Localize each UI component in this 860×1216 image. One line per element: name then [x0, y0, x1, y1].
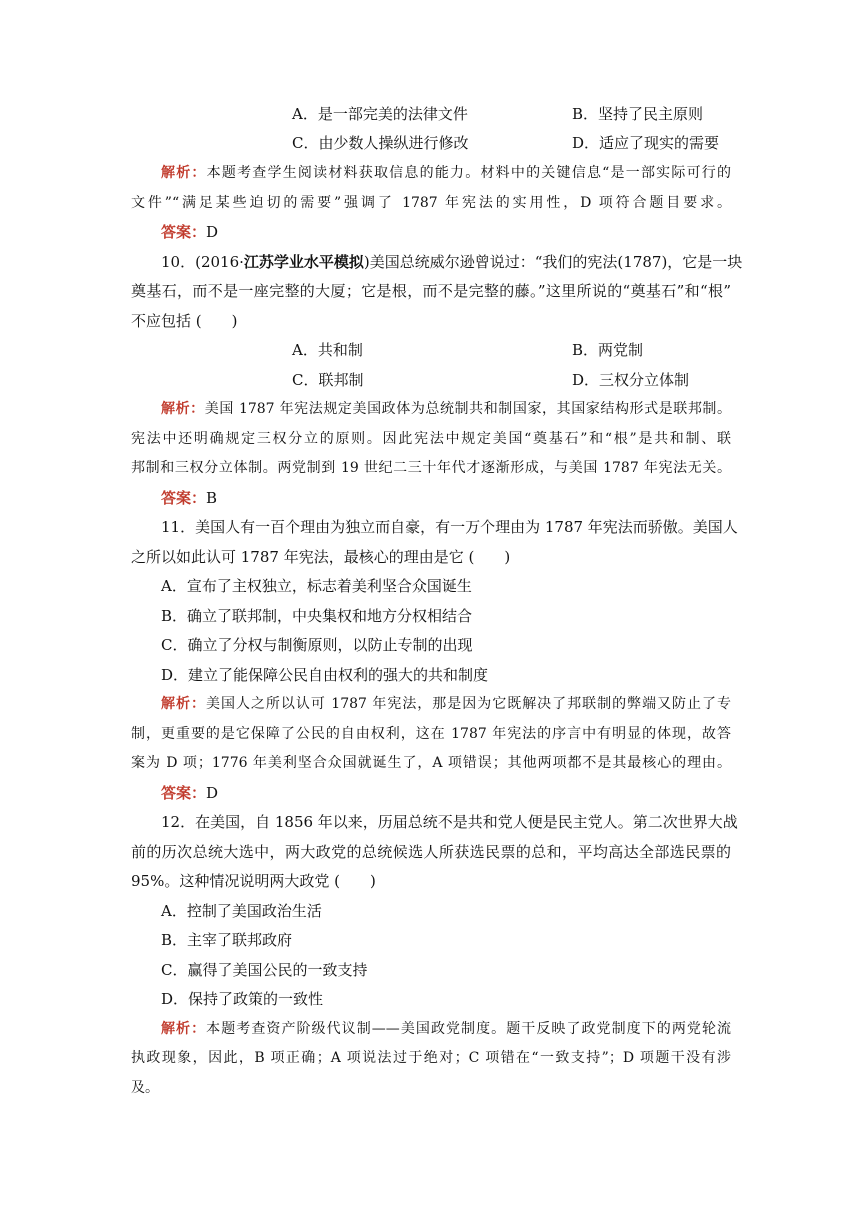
q10-analysis-line-1: 解析：美国 1787 年宪法规定美国政体为总统制共和制国家，其国家结构形式是联邦制。 — [161, 401, 732, 417]
q12-analysis-line-2: 执政现象，因此，B 项正确；A 项说法过于绝对；C 项错在“一致支持”；D 项题干没有涉 — [131, 1050, 731, 1066]
q12-option-d: D．保持了政策的一致性 — [161, 990, 324, 1008]
q9-answer: 答案：D — [161, 223, 219, 241]
q9-option-b: B．坚持了民主原则 — [572, 105, 704, 123]
q9-option-a: A．是一部完美的法律文件 — [292, 105, 468, 123]
q10-option-c: C．联邦制 — [292, 371, 364, 389]
q9-analysis-label: 解析： — [161, 165, 207, 181]
q11-stem-line-1: 11．美国人有一百个理由为独立而自豪，有一万个理由为 1787 年宪法而骄傲。美国人 — [161, 518, 738, 536]
q10-answer: 答案：B — [161, 489, 218, 507]
q10-option-a: A．共和制 — [292, 341, 363, 359]
q11-option-a: A．宣布了主权独立，标志着美利坚合众国诞生 — [161, 577, 472, 595]
q11-analysis-label: 解析： — [161, 696, 206, 712]
q9-option-c: C．由少数人操纵进行修改 — [292, 134, 469, 152]
q10-option-b: B．两党制 — [572, 341, 644, 359]
q10-source: 江苏学业水平模拟 — [243, 253, 364, 271]
q12-option-b: B．主宰了联邦政府 — [161, 931, 293, 949]
q12-analysis-label: 解析： — [161, 1021, 207, 1037]
q11-answer: 答案：D — [161, 784, 219, 802]
q12-option-c: C．赢得了美国公民的一致支持 — [161, 961, 368, 979]
q12-option-a: A．控制了美国政治生活 — [161, 902, 322, 920]
q12-stem-line-1: 12．在美国，自 1856 年以来，历届总统不是共和党人便是民主党人。第二次世界大战 — [161, 813, 738, 831]
q10-analysis-label: 解析： — [161, 401, 205, 417]
q9-analysis-line-2: 文件”“满足某些迫切的需要”强调了 1787 年宪法的实用性，D 项符合题目要求。 — [131, 195, 731, 211]
q10-analysis-line-2: 宪法中还明确规定三权分立的原则。因此宪法中规定美国“奠基石”和“根”是共和制、联 — [131, 431, 731, 447]
q10-option-d: D．三权分立体制 — [572, 371, 690, 389]
q9-option-d: D．适应了现实的需要 — [572, 134, 720, 152]
q11-option-b: B．确立了联邦制，中央集权和地方分权相结合 — [161, 607, 473, 625]
q12-stem-line-3: 95%。这种情况说明两大政党 ( ) — [131, 872, 376, 890]
q11-option-c: C．确立了分权与制衡原则，以防止专制的出现 — [161, 636, 473, 654]
q11-analysis-line-1: 解析：美国人之所以认可 1787 年宪法，那是因为它既解决了邦联制的弊端又防止了专 — [161, 696, 732, 712]
q9-analysis-line-1: 解析：本题考查学生阅读材料获取信息的能力。材料中的关键信息“是一部实际可行的 — [161, 165, 732, 181]
q10-analysis-line-3: 邦制和三权分立体制。两党制到 19 世纪二三十年代才逐渐形成，与美国 1787 年宪法无关。 — [131, 460, 731, 476]
q10-stem-line-2: 奠基石，而不是一座完整的大厦；它是根，而不是完整的藤。”这里所说的“奠基石”和“根” — [131, 282, 731, 300]
q10-stem-line-3: 不应包括 ( ) — [131, 312, 238, 330]
q11-analysis-line-2: 制，更重要的是它保障了公民的自由权利，这在 1787 年宪法的序言中有明显的体现，故答 — [131, 726, 731, 742]
q12-analysis-line-1: 解析：本题考查资产阶级代议制——美国政党制度。题干反映了政党制度下的两党轮流 — [161, 1021, 732, 1037]
q12-analysis-line-3: 及。 — [131, 1080, 159, 1096]
q11-option-d: D．建立了能保障公民自由权利的强大的共和制度 — [161, 666, 489, 684]
q11-analysis-line-3: 案为 D 项；1776 年美利坚合众国就诞生了，A 项错误；其他两项都不是其最核心的理由。 — [131, 755, 731, 771]
q12-stem-line-2: 前的历次总统大选中，两大政党的总统候选人所获选民票的总和，平均高达全部选民票的 — [131, 843, 731, 861]
q10-stem-line-1: 10．(2016·江苏学业水平模拟)美国总统威尔逊曾说过：“我们的宪法(1787)，它是一块 — [161, 253, 743, 271]
q11-stem-line-2: 之所以如此认可 1787 年宪法，最核心的理由是它 ( ) — [131, 548, 511, 566]
